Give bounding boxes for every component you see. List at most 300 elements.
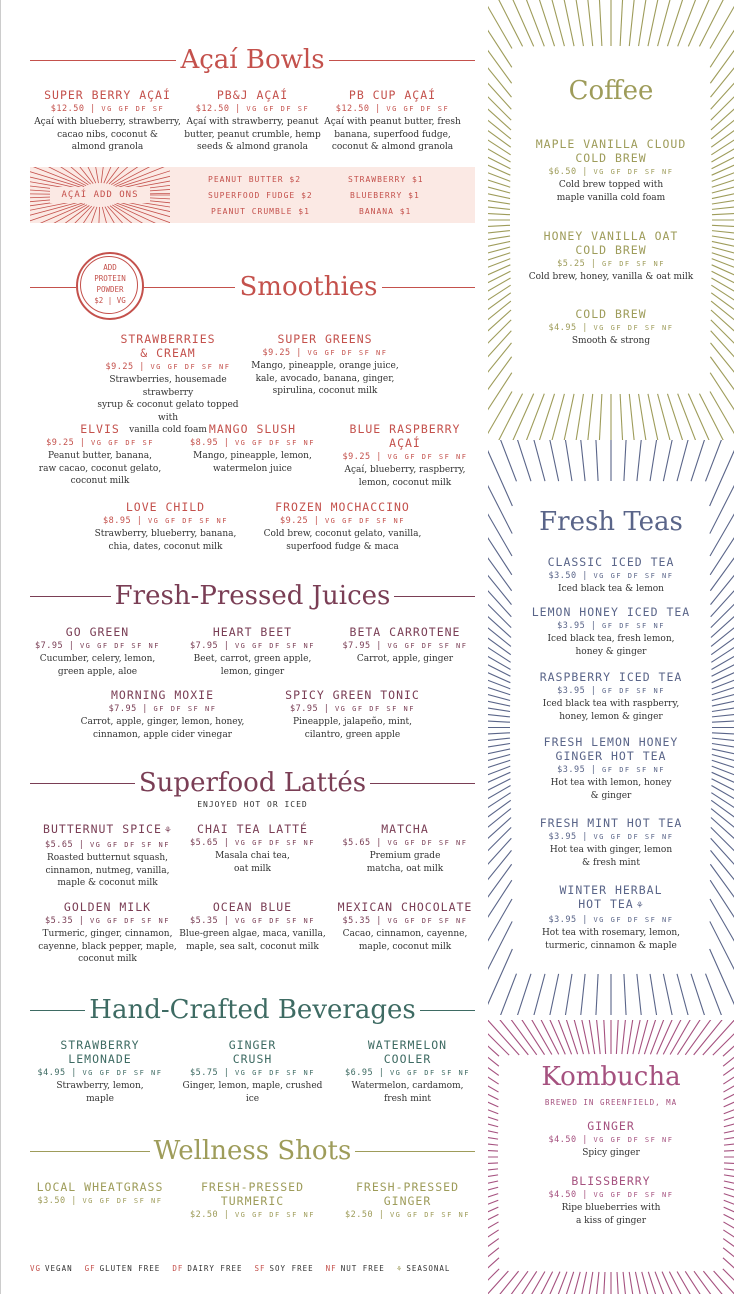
item-name-text: MAPLE VANILLA CLOUD [535, 137, 687, 151]
item-desc-line: raw cacao, coconut gelato, [38, 463, 162, 474]
item-desc-line: maple, coconut milk [358, 941, 452, 952]
menu-item [265, 688, 440, 741]
item-price [514, 321, 708, 335]
item-price [88, 360, 248, 374]
sunburst-ray [637, 974, 683, 1015]
sunburst-ray [583, 394, 602, 440]
item-name [514, 243, 708, 257]
item-name-text: LEMON HONEY ICED TEA [531, 605, 691, 619]
separator: | [370, 452, 388, 462]
separator: | [73, 916, 90, 926]
item-name [514, 670, 708, 684]
item-name [30, 422, 170, 436]
diet-tags: VG GF DF SF NF [334, 705, 415, 713]
sunburst-ray [488, 1020, 545, 1055]
sunburst-ray [528, 394, 583, 440]
item-name [514, 735, 708, 749]
lattes-subtitle: ENJOYED HOT OR ICED [197, 800, 308, 809]
sunburst-ray [528, 0, 583, 46]
sunburst-ray [488, 1020, 537, 1055]
item-name-text: ELVIS [80, 422, 120, 436]
sunburst-ray [594, 1272, 605, 1294]
sunburst-ray [488, 850, 511, 1015]
sunburst-ray [623, 1272, 645, 1294]
legend-item [326, 1264, 385, 1273]
item-name-text: COLD BREW [575, 307, 647, 321]
wellness-title: Wellness Shots [30, 1136, 475, 1166]
price: $8.95 [103, 516, 132, 526]
item-name-text: HEART BEET [212, 625, 293, 639]
menu-item [175, 900, 330, 953]
price: $5.65 [190, 838, 219, 848]
sunburst-ray [577, 1272, 599, 1294]
item-desc-line: fresh mint [383, 1093, 432, 1104]
sunburst-ray [488, 655, 510, 717]
sunburst-ray [488, 974, 531, 1015]
item-name [175, 900, 330, 914]
price: $9.25 [105, 362, 134, 372]
item-desc-line: coconut milk [70, 476, 130, 486]
legend-footer [30, 1264, 480, 1273]
price: $7.95 [290, 704, 319, 714]
menu-item [170, 88, 335, 154]
item-price [180, 1208, 325, 1222]
diet-tags: VG GF DF SF NF [593, 916, 674, 924]
sunburst-ray [488, 0, 512, 49]
addon-item: STRAWBERRY $1 [348, 175, 424, 184]
diet-tags: VG GF DF SF NF [82, 1197, 163, 1205]
item-desc-line: maple [86, 1093, 114, 1104]
teas-inner [514, 485, 708, 970]
item-price [30, 436, 170, 450]
menu-item [514, 137, 708, 204]
item-name [335, 1038, 480, 1052]
item-name [30, 1052, 170, 1066]
sunburst-ray [488, 440, 531, 481]
item-name-text: FRESH-PRESSED [355, 1180, 459, 1194]
sunburst-ray [560, 1272, 593, 1294]
item-name-text: WATERMELON [367, 1038, 448, 1052]
item-desc-line: Strawberry, blueberry, banana, [94, 529, 237, 539]
item-name-text: SUPER GREENS [277, 332, 373, 346]
price: $2.50 [190, 1210, 219, 1220]
price: $7.95 [190, 641, 219, 651]
addon-item: BANANA $1 [359, 207, 412, 216]
item-name-text: BLUE RASPBERRY [349, 422, 461, 436]
legend-code: SF [254, 1264, 266, 1273]
item-price [335, 639, 475, 653]
kombucha-inner [502, 1058, 720, 1268]
sunburst-ray [710, 921, 734, 1015]
menu-item [514, 555, 708, 596]
sunburst-ray [488, 1271, 508, 1294]
menu-item [180, 1180, 325, 1222]
sunburst-ray [488, 301, 511, 440]
protein-badge [76, 252, 144, 320]
sunburst-ray [488, 391, 512, 440]
separator: | [131, 516, 148, 526]
diet-tags: VG GF DF SF NF [234, 839, 315, 847]
sunburst-ray [488, 293, 511, 440]
diet-tags: VG GF DF SF NF [593, 168, 674, 176]
item-name [180, 1052, 325, 1066]
separator: | [369, 104, 387, 114]
sunburst-ray [488, 691, 510, 722]
item-desc-line: Beet, carrot, green apple, [193, 654, 312, 664]
price: $3.95 [548, 915, 577, 925]
item-desc-line: seeds & almond granola [197, 142, 308, 152]
sunburst-ray [488, 278, 511, 440]
item-desc-line: maple & coconut milk [57, 878, 158, 888]
sunburst-ray [488, 0, 511, 139]
item-price [175, 639, 330, 653]
sunburst-ray [658, 0, 734, 46]
sunburst-ray [488, 5, 510, 175]
sunburst-ray [105, 207, 132, 223]
sunburst-ray [639, 0, 694, 46]
protein-text: POWDER [96, 285, 124, 294]
menu-item [514, 605, 708, 658]
item-desc-line: Iced black tea & lemon [558, 584, 664, 594]
coffee-inner [514, 50, 708, 390]
sunburst-ray [488, 738, 510, 800]
legend-label: NUT FREE [340, 1264, 385, 1273]
item-name-text: SPICY GREEN TONIC [285, 688, 420, 702]
legend-label: SOY FREE [269, 1264, 314, 1273]
separator: | [65, 1196, 83, 1206]
menu-item [335, 1180, 480, 1222]
item-name [335, 1180, 480, 1194]
item-desc-line: Watermelon, cardamom, [351, 1081, 464, 1091]
item-desc-line: lemon, ginger [220, 666, 285, 677]
legend-item [172, 1264, 242, 1273]
separator: | [73, 840, 90, 850]
item-price [30, 639, 165, 653]
protein-text: PROTEIN [94, 274, 126, 283]
sunburst-ray [637, 440, 683, 481]
sunburst-ray [713, 1020, 734, 1055]
item-desc-line: lemon, coconut milk [358, 477, 452, 488]
item-name [30, 88, 185, 102]
item-price [78, 514, 253, 528]
item-name [180, 1180, 325, 1194]
item-name [514, 883, 708, 897]
item-price [175, 914, 330, 928]
menu-item [335, 900, 475, 953]
price: $12.50 [335, 104, 370, 114]
item-desc-line: cinnamon, nutmeg, vanilla, [45, 865, 170, 876]
price: $12.50 [195, 104, 230, 114]
addons-label: AÇAÍ ADD ONS [50, 187, 150, 203]
item-name [335, 1052, 480, 1066]
item-name [170, 422, 335, 436]
legend-label: VEGAN [45, 1264, 73, 1273]
legend-item [30, 1264, 73, 1273]
item-name [514, 605, 708, 619]
diet-tags: GF DF SF NF [602, 622, 665, 630]
item-name-text: CRUSH [232, 1052, 273, 1066]
sunburst-ray [488, 440, 511, 605]
item-desc-line: spirulina, coconut milk [272, 386, 378, 396]
item-name-text: FROZEN MOCHACCINO [275, 500, 410, 514]
item-desc-line: cacao nibs, coconut & [57, 129, 158, 140]
item-price [335, 836, 475, 850]
sunburst-ray [691, 974, 734, 1015]
price: $9.25 [280, 516, 309, 526]
item-desc-line: maple, sea salt, coconut milk [186, 941, 319, 952]
sunburst-ray [711, 0, 734, 162]
sunburst-ray [488, 0, 511, 147]
sunburst-ray [712, 5, 734, 175]
price: $8.95 [190, 438, 219, 448]
protein-text: ADD [103, 263, 117, 272]
separator: | [585, 765, 603, 775]
sunburst-ray [710, 440, 734, 506]
menu-item [514, 670, 708, 723]
sunburst-ray [488, 921, 512, 1015]
menu-item [335, 625, 475, 666]
price: $7.95 [342, 641, 371, 651]
sunburst-ray [488, 440, 545, 481]
sunburst-ray [488, 1020, 552, 1055]
kombucha-subtitle: BREWED IN GREENFIELD, MA [544, 1098, 678, 1107]
separator: | [74, 438, 92, 448]
diet-tags: VG GF DF SF NF [389, 1069, 470, 1077]
separator: | [370, 916, 388, 926]
item-price [30, 914, 185, 928]
item-name-text: TURMERIC [220, 1194, 285, 1208]
item-name [330, 422, 480, 436]
item-name-text: BUTTERNUT SPICE [43, 822, 162, 836]
sunburst-ray [488, 1020, 565, 1054]
sunburst-ray [575, 440, 598, 481]
item-name [88, 346, 248, 360]
diet-tags: GF DF SF NF [602, 260, 665, 268]
separator: | [585, 621, 603, 631]
separator: | [576, 1135, 594, 1145]
addon-item: PEANUT BUTTER $2 [208, 175, 302, 184]
price: $5.65 [45, 840, 74, 850]
item-name [30, 822, 185, 838]
price: $5.35 [45, 916, 74, 926]
item-desc-line: Cacao, cinnamon, cayenne, [342, 929, 468, 939]
item-desc-line: Mango, pineapple, lemon, [193, 451, 312, 461]
menu-item [30, 822, 185, 890]
sunburst-ray [488, 265, 510, 435]
sunburst-ray [711, 278, 734, 440]
item-name-text: CHAI TEA LATTÉ [197, 822, 308, 836]
item-name-text: BLISSBERRY [571, 1174, 651, 1188]
separator: | [84, 104, 102, 114]
sunburst-ray [488, 0, 511, 130]
sunburst-ray [724, 1020, 734, 1100]
kombucha-title: Kombucha [541, 1062, 681, 1092]
price: $3.95 [548, 832, 577, 842]
item-price [514, 830, 708, 844]
item-name-text: GINGER HOT TEA [555, 749, 667, 763]
diet-tags: VG GF DF SF NF [147, 517, 228, 525]
diet-tags: VG GF DF SF NF [593, 324, 674, 332]
sunburst-ray [711, 0, 734, 130]
menu-item [30, 625, 165, 678]
menu-item [30, 88, 185, 154]
price: $4.95 [37, 1068, 66, 1078]
sunburst-ray [488, 440, 511, 662]
item-price [30, 1194, 170, 1208]
sunburst-ray [488, 1271, 545, 1294]
item-desc-line: Carrot, apple, ginger [356, 654, 454, 664]
item-name [330, 436, 480, 450]
price: $3.50 [37, 1196, 66, 1206]
menu-item [250, 332, 400, 398]
left-border [0, 0, 1, 1294]
diet-tags: VG GF DF SF NF [234, 917, 315, 925]
price: $5.65 [342, 838, 371, 848]
sunburst-ray [488, 1020, 499, 1056]
menu-item [30, 1038, 170, 1105]
item-name-text: AÇAÍ [389, 436, 421, 450]
sunburst-ray [712, 772, 734, 1008]
sunburst-ray [488, 974, 545, 1015]
diet-tags: VG GF DF SF NF [387, 453, 468, 461]
price: $4.50 [548, 1190, 577, 1200]
separator: | [576, 1190, 594, 1200]
diet-tags: VG GF DF SF NF [79, 642, 160, 650]
sunburst-ray [543, 1272, 587, 1294]
separator: | [218, 641, 235, 651]
sunburst-ray [639, 394, 694, 440]
item-name-text: MATCHA [381, 822, 429, 836]
price: $6.50 [548, 167, 577, 177]
menu-item [30, 900, 185, 966]
item-name [260, 500, 425, 514]
separator: | [218, 1210, 235, 1220]
diet-tags: VG GF DF SF NF [234, 439, 315, 447]
item-name-text: COLD BREW [575, 151, 647, 165]
sunburst-ray [620, 0, 639, 46]
divider [30, 287, 76, 288]
sunburst-ray [710, 0, 734, 49]
separator: | [370, 838, 388, 848]
sunburst-ray [667, 0, 734, 46]
sunburst-ray [488, 394, 555, 440]
price: $4.95 [548, 323, 577, 333]
sunburst-ray [685, 1020, 734, 1055]
item-name [502, 1174, 720, 1188]
item-name-text: HOT TEA [578, 897, 634, 911]
separator: | [318, 704, 335, 714]
item-name [335, 900, 475, 914]
legend-label: SEASONAL [406, 1264, 451, 1273]
sunburst-ray [724, 1214, 734, 1294]
item-desc-line: turmeric, cinnamon & maple [545, 940, 677, 951]
item-name [315, 88, 470, 102]
item-desc-line: & ginger [590, 790, 632, 801]
item-desc-line: Strawberries, housemade strawberry [109, 375, 227, 398]
item-desc-line: chia, dates, coconut milk [108, 541, 223, 552]
item-desc-line: Peanut butter, banana, [48, 451, 152, 461]
item-name-text: MANGO SLUSH [208, 422, 297, 436]
price: $3.95 [557, 621, 586, 631]
menu-item [30, 422, 170, 488]
sunburst-ray [658, 394, 734, 440]
item-price [170, 102, 335, 116]
item-price [260, 514, 425, 528]
diet-tags: VG GF DF SF [246, 105, 310, 113]
legend-code: VG [30, 1264, 42, 1273]
sunburst-ray [712, 691, 734, 722]
diet-tags: VG GF DF SF NF [324, 517, 405, 525]
item-name-text: OCEAN BLUE [212, 900, 293, 914]
coffee-panel [488, 0, 734, 440]
menu-item [514, 229, 708, 284]
item-name [514, 137, 708, 151]
menu-item [335, 822, 475, 875]
diet-tags: VG GF DF SF [386, 105, 450, 113]
sunburst-ray [677, 1271, 734, 1294]
diet-tags: VG GF DF SF NF [234, 642, 315, 650]
sunburst-ray [556, 394, 593, 440]
sunburst-ray [711, 310, 734, 440]
sunburst-ray [650, 974, 719, 1015]
item-price [180, 1066, 325, 1080]
diet-tags: VG GF DF SF NF [593, 572, 674, 580]
item-price [30, 1066, 170, 1080]
item-desc-line: Cucumber, celery, lemon, [39, 654, 156, 664]
diet-tags: VG GF DF SF [91, 439, 154, 447]
item-name [30, 1180, 170, 1194]
sunburst-ray [488, 1020, 498, 1100]
item-price [265, 702, 440, 716]
item-name-text: STRAWBERRIES [120, 332, 216, 346]
sunburst-ray [712, 447, 734, 683]
menu-item [180, 1038, 325, 1105]
menu-item [330, 422, 480, 489]
item-desc-line: oat milk [233, 863, 271, 874]
item-price [335, 1066, 480, 1080]
menu-item [30, 1180, 170, 1208]
item-price [30, 102, 185, 116]
diet-tags: VG GF DF SF NF [89, 917, 170, 925]
sunburst-ray [624, 974, 647, 1015]
item-name [335, 822, 475, 836]
item-desc-line: Blue-green algae, maca, vanilla, [179, 929, 326, 939]
handcrafted-title: Hand-Crafted Beverages [30, 995, 475, 1025]
separator: | [576, 323, 594, 333]
sunburst-ray [629, 394, 666, 440]
legend-item [255, 1264, 314, 1273]
item-name-text: CLASSIC ICED TEA [547, 555, 675, 569]
sunburst-ray [691, 440, 734, 481]
menu-item [502, 1119, 720, 1160]
diet-tags: VG GF DF SF NF [150, 363, 231, 371]
menu-item [88, 332, 248, 437]
coffee-title: Coffee [568, 76, 654, 106]
diet-tags: VG GF DF SF NF [307, 349, 388, 357]
diet-tags: VG GF DF SF NF [234, 1211, 315, 1219]
menu-item [502, 1174, 720, 1227]
sunburst-ray [694, 1020, 734, 1055]
item-desc-line: matcha, oat milk [366, 863, 444, 874]
legend-code: GF [84, 1264, 96, 1273]
menu-item [514, 816, 708, 869]
legend-item [397, 1264, 451, 1273]
item-desc-line: Masala chai tea, [215, 851, 290, 861]
sunburst-ray [712, 733, 734, 764]
item-name [78, 500, 253, 514]
sunburst-ray [712, 738, 734, 800]
legend-code: NF [325, 1264, 337, 1273]
